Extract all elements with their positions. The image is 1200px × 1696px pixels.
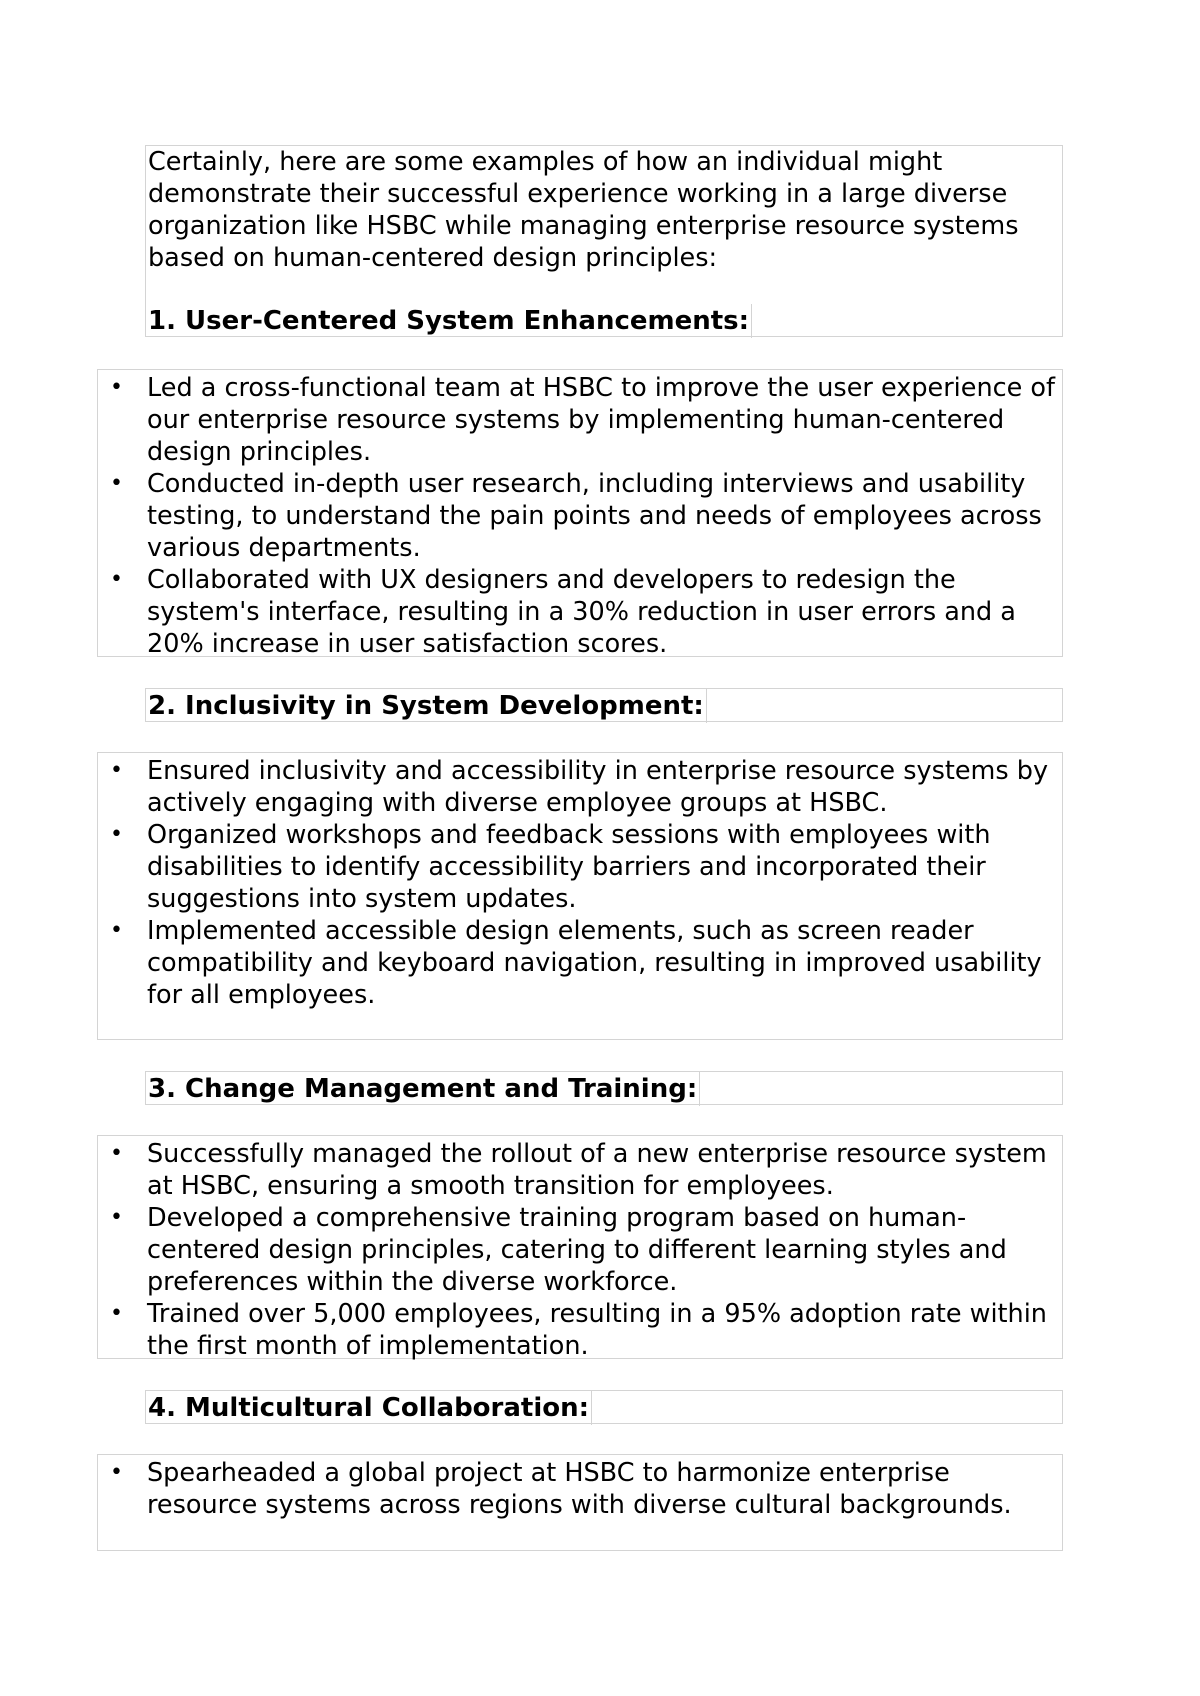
section-3-heading: 3. Change Management and Training: (146, 1072, 700, 1106)
section-1-list (97, 369, 1063, 657)
list-item: • Led a cross-functional team at HSBC to improve the user experience of our enterprise resource systems by implementing human-centered design principles. (98, 372, 1062, 468)
list-item: • Successfully managed the rollout of a new enterprise resource system at HSBC, ensuring a smooth transition for employees. (98, 1138, 1062, 1202)
list-item: • Organized workshops and feedback sessions with employees with disabilities to identify accessibility barriers and incorporated their suggestions into system updates. (98, 819, 1062, 915)
section-3-heading-box (145, 1071, 1063, 1105)
list-item: • Developed a comprehensive training program based on human-centered design principles, catering to different learning styles and preferences within the diverse workforce. (98, 1202, 1062, 1298)
list-item: • Ensured inclusivity and accessibility in enterprise resource systems by actively engaging with diverse employee groups at HSBC. (98, 755, 1062, 819)
intro-paragraph: Certainly, here are some examples of how an individual might demonstrate their successful experience working in a large diverse organization like HSBC while managing enterprise resource systems based on human-centered design principles: (148, 147, 1019, 273)
section-4-list (97, 1454, 1063, 1551)
list-item: • Conducted in-depth user research, including interviews and usability testing, to understand the pain points and needs of employees across various departments. (98, 468, 1062, 564)
list-item: • Trained over 5,000 employees, resulting in a 95% adoption rate within the first month of implementation. (98, 1298, 1062, 1362)
section-2-heading-box (145, 688, 1063, 722)
section-2-heading: 2. Inclusivity in System Development: (146, 689, 707, 723)
section-4-heading-box (145, 1390, 1063, 1424)
list-item: • Spearheaded a global project at HSBC to harmonize enterprise resource systems across regions with diverse cultural backgrounds. (98, 1457, 1062, 1521)
list-item: • Collaborated with UX designers and developers to redesign the system's interface, resulting in a 30% reduction in user errors and a 20% increase in user satisfaction scores. (98, 564, 1062, 660)
section-3-list (97, 1135, 1063, 1359)
intro-block (145, 145, 1063, 337)
section-1-heading: 1. User-Centered System Enhancements: (146, 304, 752, 338)
section-1-heading-wrap (146, 304, 752, 338)
list-item: • Implemented accessible design elements, such as screen reader compatibility and keyboard navigation, resulting in improved usability for all employees. (98, 915, 1062, 1011)
section-2-list (97, 752, 1063, 1040)
section-4-heading: 4. Multicultural Collaboration: (146, 1391, 592, 1425)
